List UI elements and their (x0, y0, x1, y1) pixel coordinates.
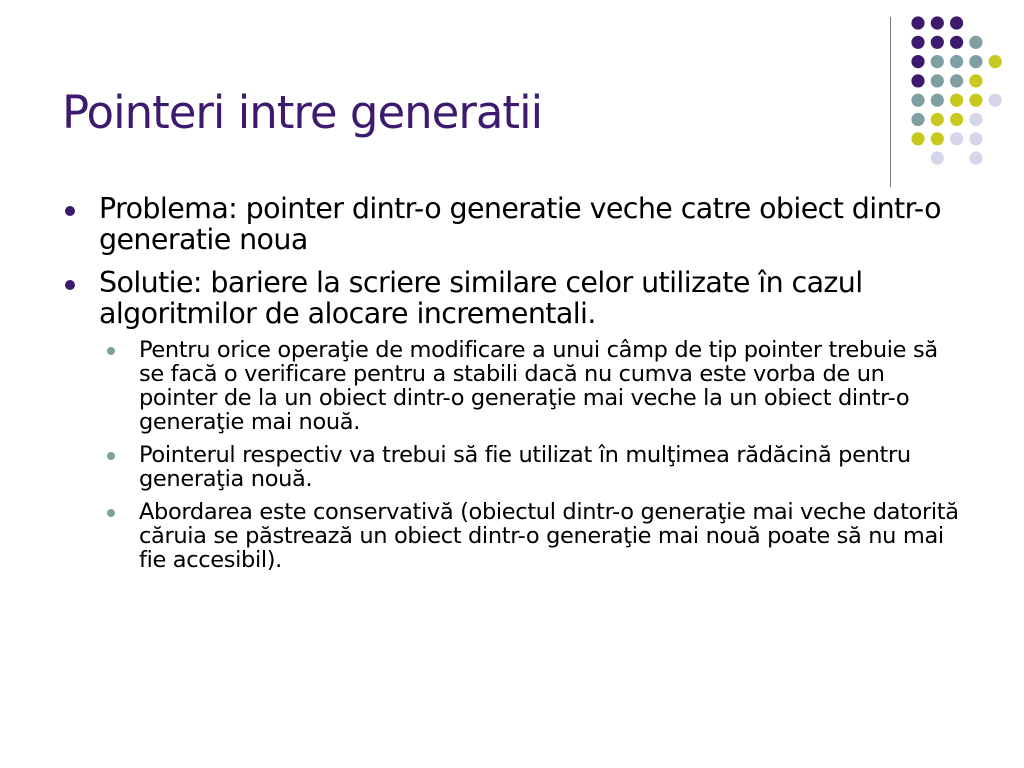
decorative-dot (931, 152, 944, 165)
bullet-item (62, 193, 967, 255)
decorative-dot (969, 74, 982, 87)
title-divider-line (890, 17, 891, 187)
decorative-dot (969, 152, 982, 165)
decorative-dot (911, 132, 924, 145)
slide-body (62, 193, 967, 584)
decorative-dot (950, 94, 963, 107)
slide-title: Pointeri intre generatii (62, 86, 543, 139)
decorative-dot (950, 132, 963, 145)
decorative-dot (911, 55, 924, 68)
bullet-text: Solutie: bariere la scriere similare celor utilizate în cazul algoritmilor de alocare incrementali. (99, 266, 863, 330)
decorative-dot (969, 36, 982, 49)
decorative-dot (989, 94, 1002, 107)
bullet-dot-icon (65, 280, 75, 290)
decorative-dot (969, 94, 982, 107)
decorative-dot (931, 94, 944, 107)
sub-bullet-item (62, 338, 967, 434)
decorative-dot (931, 113, 944, 126)
sub-bullet-text: Pointerul respectiv va trebui să fie utilizat în mulţimea rădăcină pentru generaţia nouă. (139, 442, 911, 492)
decorative-dot (931, 74, 944, 87)
decorative-dot (950, 36, 963, 49)
decorative-dot (969, 132, 982, 145)
decorative-dot (969, 113, 982, 126)
decorative-dot (969, 55, 982, 68)
decorative-dot (950, 16, 963, 29)
decorative-dot (931, 132, 944, 145)
decorative-dot (950, 74, 963, 87)
decorative-dot (911, 94, 924, 107)
sub-bullet-dot-icon (107, 452, 115, 460)
decorative-dot (931, 16, 944, 29)
decorative-dot (950, 113, 963, 126)
bullet-text: Problema: pointer dintr-o generatie veche catre obiect dintr-o generatie noua (99, 192, 941, 256)
sub-bullet-text: Abordarea este conservativă (obiectul dintr-o generaţie mai veche datorită căruia se păstrează un obiect dintr-o generaţie mai nouă poate să nu mai fie accesibil). (139, 499, 959, 573)
bullet-item (62, 267, 967, 329)
decorative-dot (911, 16, 924, 29)
sub-bullet-item (62, 443, 967, 491)
decorative-dot (911, 74, 924, 87)
decorative-dot (989, 55, 1002, 68)
decorative-dot (950, 55, 963, 68)
sub-bullet-item (62, 500, 967, 572)
decorative-dot (931, 55, 944, 68)
bullet-dot-icon (65, 206, 75, 216)
sub-bullet-text: Pentru orice operaţie de modificare a unui câmp de tip pointer trebuie să se facă o verificare pentru a stabili dacă nu cumva este vorba de un pointer de la un obiect dintr-o generaţie mai veche la un obiect dintr-o generaţie mai nouă. (139, 337, 938, 435)
sub-bullet-dot-icon (107, 347, 115, 355)
decorative-dot (911, 113, 924, 126)
decorative-dot (911, 36, 924, 49)
sub-bullet-dot-icon (107, 509, 115, 517)
decorative-dot (931, 36, 944, 49)
